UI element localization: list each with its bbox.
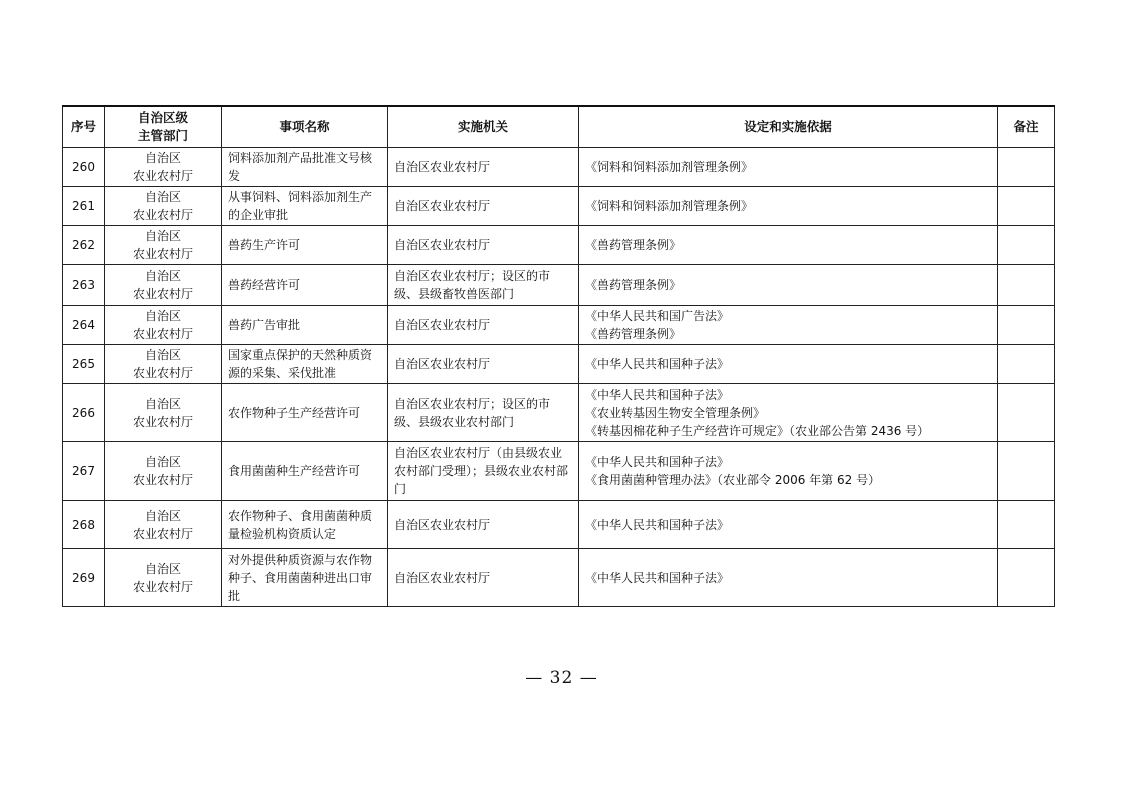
row-basis <box>579 442 998 501</box>
row-basis <box>579 187 998 226</box>
row-basis-line: 《兽药管理条例》 <box>585 278 682 292</box>
row-seq: 265 <box>63 345 105 384</box>
row-item: 饲料添加剂产品批准文号核发 <box>222 148 388 187</box>
row-basis-line: 《饲料和饲料添加剂管理条例》 <box>585 160 754 174</box>
header-seq: 序号 <box>63 106 105 148</box>
row-item: 兽药生产许可 <box>222 226 388 265</box>
row-seq: 268 <box>63 501 105 549</box>
row-item: 兽药广告审批 <box>222 306 388 345</box>
row-item: 从事饲料、饲料添加剂生产的企业审批 <box>222 187 388 226</box>
row-basis-line: 《饲料和饲料添加剂管理条例》 <box>585 199 754 213</box>
row-seq: 266 <box>63 384 105 442</box>
row-seq: 260 <box>63 148 105 187</box>
row-remark <box>998 226 1055 265</box>
row-remark <box>998 148 1055 187</box>
row-dept <box>105 501 222 549</box>
table-row <box>63 226 1055 265</box>
row-dept-line-2: 农业农村厅 <box>132 208 193 222</box>
header-dept-line-2: 主管部门 <box>137 128 188 143</box>
row-agency: 自治区农业农村厅 <box>388 226 579 265</box>
row-agency: 自治区农业农村厅；设区的市级、县级畜牧兽医部门 <box>388 265 579 306</box>
row-seq: 261 <box>63 187 105 226</box>
row-agency: 自治区农业农村厅；设区的市级、县级农业农村部门 <box>388 384 579 442</box>
row-basis-line: 《农业转基因生物安全管理条例》 <box>585 405 766 420</box>
row-basis <box>579 501 998 549</box>
row-dept-line-2: 农业农村厅 <box>132 473 193 487</box>
row-item: 兽药经营许可 <box>222 265 388 306</box>
row-basis-line: 《中华人民共和国种子法》 <box>585 517 730 532</box>
table-row <box>63 442 1055 501</box>
row-remark <box>998 265 1055 306</box>
row-dept-line-2: 农业农村厅 <box>132 366 193 380</box>
row-dept-line-2: 农业农村厅 <box>132 414 193 429</box>
table-row <box>63 306 1055 345</box>
row-seq: 267 <box>63 442 105 501</box>
row-basis-line: 《中华人民共和国种子法》 <box>585 357 730 371</box>
approval-items-table <box>62 105 1055 607</box>
row-dept <box>105 549 222 607</box>
row-basis <box>579 345 998 384</box>
row-basis <box>579 148 998 187</box>
table-row <box>63 148 1055 187</box>
row-dept <box>105 187 222 226</box>
row-remark <box>998 187 1055 226</box>
row-dept-line-1: 自治区 <box>144 396 181 411</box>
table-row <box>63 345 1055 384</box>
row-item: 对外提供种质资源与农作物种子、食用菌菌种进出口审批 <box>222 549 388 607</box>
row-dept-line-2: 农业农村厅 <box>132 287 193 301</box>
row-agency: 自治区农业农村厅 <box>388 148 579 187</box>
row-dept-line-1: 自治区 <box>144 309 181 323</box>
row-dept-line-1: 自治区 <box>144 561 181 576</box>
row-dept-line-1: 自治区 <box>144 151 181 165</box>
row-basis-line: 《转基因棉花种子生产经营许可规定》（农业部公告第 2436 号） <box>585 423 930 438</box>
row-remark <box>998 549 1055 607</box>
header-agency: 实施机关 <box>388 106 579 148</box>
row-basis <box>579 226 998 265</box>
table-row <box>63 549 1055 607</box>
table-row <box>63 501 1055 549</box>
row-seq: 269 <box>63 549 105 607</box>
row-remark <box>998 345 1055 384</box>
row-basis-line: 《兽药管理条例》 <box>585 238 682 252</box>
row-basis <box>579 384 998 442</box>
row-basis <box>579 265 998 306</box>
row-remark <box>998 442 1055 501</box>
header-dept-line-1: 自治区级 <box>137 110 188 125</box>
row-item: 农作物种子生产经营许可 <box>222 384 388 442</box>
table-row <box>63 187 1055 226</box>
row-basis-line: 《中华人民共和国广告法》 <box>585 309 730 323</box>
row-agency: 自治区农业农村厅（由县级农业农村部门受理）；县级农业农村部门 <box>388 442 579 501</box>
row-dept-line-1: 自治区 <box>144 190 181 204</box>
row-dept <box>105 442 222 501</box>
row-dept-line-1: 自治区 <box>144 348 181 362</box>
row-remark <box>998 501 1055 549</box>
row-dept-line-1: 自治区 <box>144 508 181 523</box>
row-seq: 264 <box>63 306 105 345</box>
header-basis: 设定和实施依据 <box>579 106 998 148</box>
row-agency: 自治区农业农村厅 <box>388 549 579 607</box>
row-item: 食用菌菌种生产经营许可 <box>222 442 388 501</box>
row-dept <box>105 148 222 187</box>
row-remark <box>998 384 1055 442</box>
row-basis-line: 《食用菌菌种管理办法》（农业部令 2006 年第 62 号） <box>585 473 881 487</box>
header-remark: 备注 <box>998 106 1055 148</box>
row-dept-line-2: 农业农村厅 <box>132 579 193 594</box>
row-item: 农作物种子、食用菌菌种质量检验机构资质认定 <box>222 501 388 549</box>
header-item: 事项名称 <box>222 106 388 148</box>
header-dept <box>105 106 222 148</box>
table-header <box>63 106 1055 148</box>
row-agency: 自治区农业农村厅 <box>388 306 579 345</box>
row-dept <box>105 384 222 442</box>
row-basis <box>579 306 998 345</box>
table-row <box>63 265 1055 306</box>
row-basis-line: 《中华人民共和国种子法》 <box>585 387 730 402</box>
row-item: 国家重点保护的天然种质资源的采集、采伐批准 <box>222 345 388 384</box>
row-dept-line-1: 自治区 <box>144 455 181 469</box>
row-remark <box>998 306 1055 345</box>
row-dept <box>105 345 222 384</box>
row-seq: 263 <box>63 265 105 306</box>
row-dept <box>105 226 222 265</box>
table-body <box>63 148 1055 607</box>
row-dept-line-1: 自治区 <box>144 229 181 243</box>
row-agency: 自治区农业农村厅 <box>388 187 579 226</box>
row-agency: 自治区农业农村厅 <box>388 501 579 549</box>
page-number: — 32 — <box>525 668 598 688</box>
row-basis-line: 《中华人民共和国种子法》 <box>585 570 730 585</box>
table-row <box>63 384 1055 442</box>
row-basis-line: 《中华人民共和国种子法》 <box>585 455 730 469</box>
row-dept <box>105 306 222 345</box>
row-dept-line-2: 农业农村厅 <box>132 247 193 261</box>
row-dept <box>105 265 222 306</box>
row-dept-line-1: 自治区 <box>144 269 181 283</box>
row-seq: 262 <box>63 226 105 265</box>
row-basis <box>579 549 998 607</box>
row-dept-line-2: 农业农村厅 <box>132 327 193 341</box>
row-basis-line: 《兽药管理条例》 <box>585 327 682 341</box>
row-agency: 自治区农业农村厅 <box>388 345 579 384</box>
row-dept-line-2: 农业农村厅 <box>132 526 193 541</box>
row-dept-line-2: 农业农村厅 <box>132 169 193 183</box>
